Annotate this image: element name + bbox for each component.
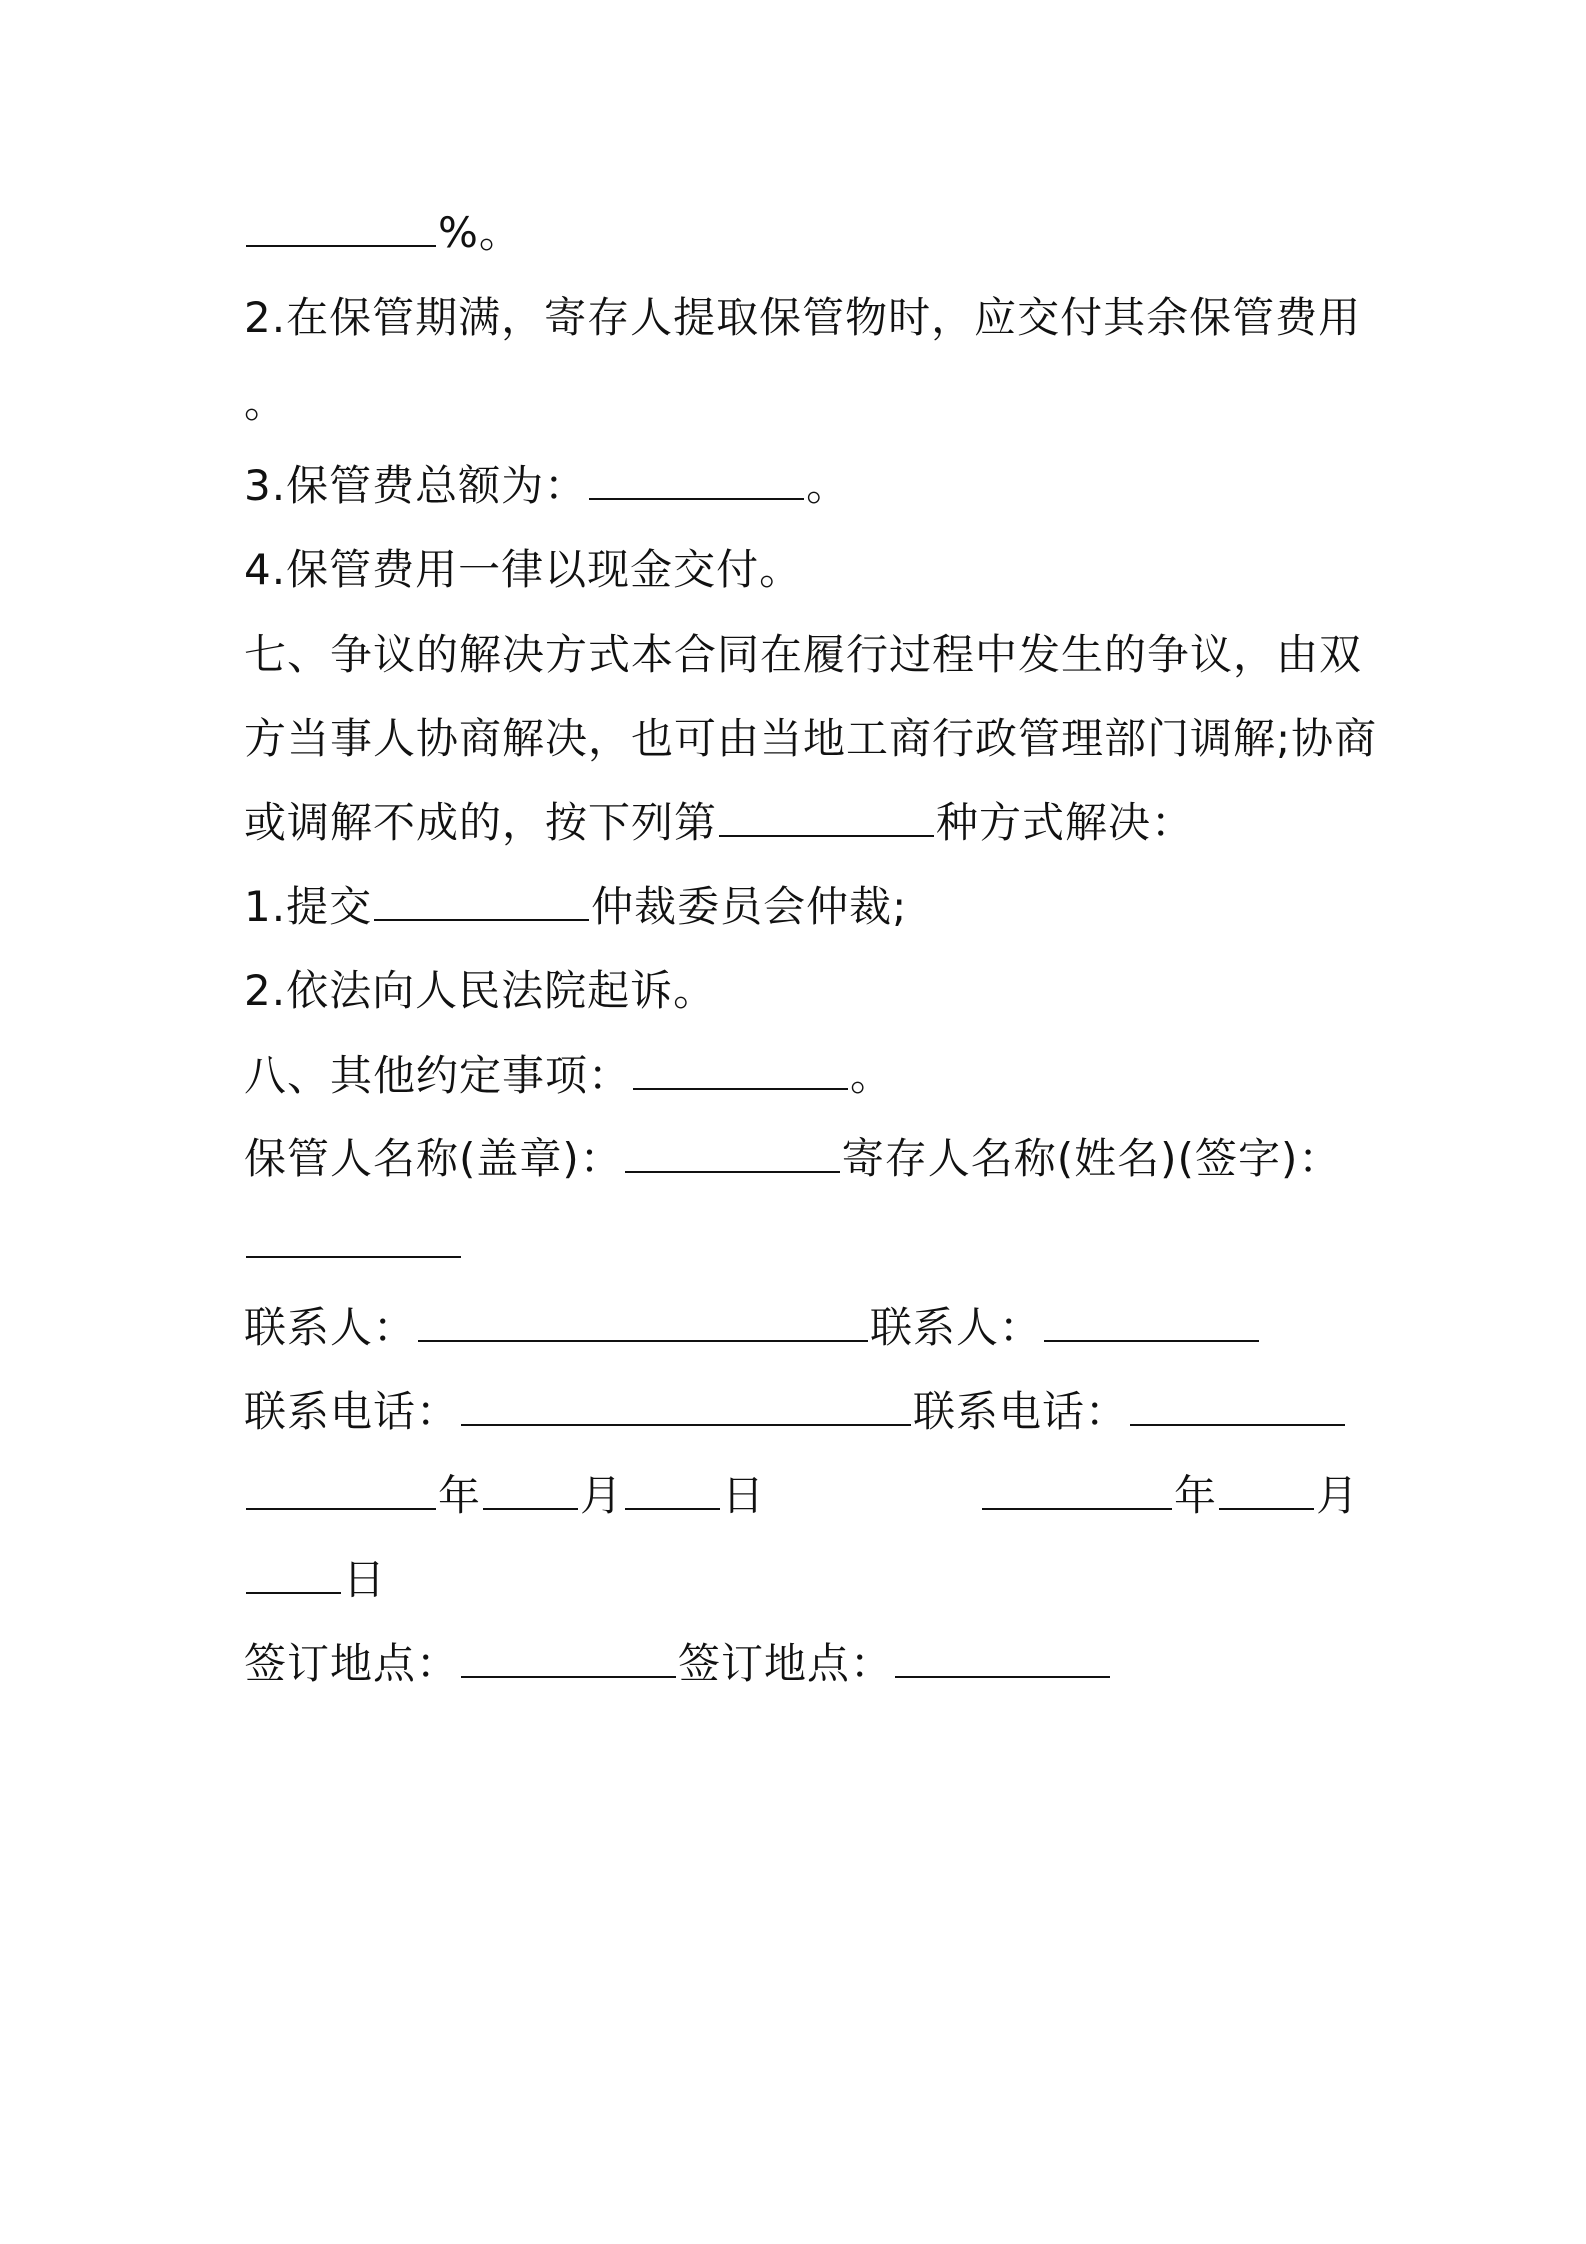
date-day-line <box>244 1552 386 1608</box>
clause-6-3 <box>244 458 849 514</box>
depositor-name-line <box>244 1216 463 1272</box>
clause-6-4: 4.保管费用一律以现金交付。 <box>244 545 803 594</box>
section-8-line <box>244 1048 893 1104</box>
signing-place-line <box>244 1636 1112 1692</box>
depositor-day-blank[interactable] <box>246 1552 341 1594</box>
section-7-heading: 七、争议的解决方式本合同在履行过程中发生的争议，由双 <box>244 630 1363 679</box>
clause-6-2: 2.在保管期满，寄存人提取保管物时，应交付其余保管费用 <box>244 293 1362 342</box>
custodian-day-label: 日 <box>722 1471 766 1520</box>
arbitration-line <box>244 879 907 935</box>
depositor-name-blank[interactable] <box>246 1216 461 1258</box>
contact-phone-line <box>244 1384 1347 1440</box>
arbitration-blank[interactable] <box>374 879 589 921</box>
other-terms-label: 八、其他约定事项： <box>244 1051 632 1100</box>
depositor-place-label: 签订地点： <box>678 1639 894 1688</box>
custodian-month-label: 月 <box>580 1471 624 1520</box>
depositor-place-blank[interactable] <box>895 1636 1110 1678</box>
percent-blank[interactable] <box>246 205 436 247</box>
clause-6-2-end: 。 <box>244 378 288 427</box>
depositor-name-label: 寄存人名称(姓名)(签字)： <box>841 1134 1342 1183</box>
section-7-body: 方当事人协商解决，也可由当地工商行政管理部门调解;协商 <box>244 714 1378 763</box>
depositor-month-blank[interactable] <box>1219 1468 1314 1510</box>
depositor-month-label: 月 <box>1316 1471 1360 1520</box>
contact-person-line <box>244 1300 1261 1356</box>
other-terms-suffix: 。 <box>850 1051 894 1100</box>
depositor-contact-blank[interactable] <box>1044 1300 1259 1342</box>
total-fee-suffix: 。 <box>806 461 850 510</box>
depositor-year-label: 年 <box>1174 1471 1218 1520</box>
custodian-phone-blank[interactable] <box>461 1384 911 1426</box>
custodian-day-blank[interactable] <box>625 1468 720 1510</box>
arbitration-suffix: 仲裁委员会仲裁; <box>591 882 908 931</box>
custodian-month-blank[interactable] <box>483 1468 578 1510</box>
depositor-phone-blank[interactable] <box>1130 1384 1345 1426</box>
custodian-contact-blank[interactable] <box>418 1300 868 1342</box>
custodian-phone-label: 联系电话： <box>244 1387 460 1436</box>
arbitration-label: 1.提交 <box>244 882 373 931</box>
depositor-phone-label: 联系电话： <box>913 1387 1129 1436</box>
percent-line <box>244 205 522 261</box>
lawsuit-line: 2.依法向人民法院起诉。 <box>244 966 717 1015</box>
party-names-line <box>244 1131 1341 1187</box>
total-fee-blank[interactable] <box>589 458 804 500</box>
percent-suffix: %。 <box>438 208 522 257</box>
custodian-contact-label: 联系人： <box>244 1303 417 1352</box>
total-fee-label: 3.保管费总额为： <box>244 461 588 510</box>
custodian-year-blank[interactable] <box>246 1468 436 1510</box>
choice-suffix: 种方式解决： <box>936 798 1195 847</box>
date-line <box>244 1468 1359 1524</box>
choice-label: 或调解不成的，按下列第 <box>244 798 718 847</box>
other-terms-blank[interactable] <box>633 1048 848 1090</box>
custodian-place-label: 签订地点： <box>244 1639 460 1688</box>
custodian-year-label: 年 <box>438 1471 482 1520</box>
choice-blank[interactable] <box>719 795 934 837</box>
custodian-name-label: 保管人名称(盖章)： <box>244 1134 623 1183</box>
depositor-day-label: 日 <box>343 1555 387 1604</box>
custodian-name-blank[interactable] <box>625 1131 840 1173</box>
custodian-place-blank[interactable] <box>461 1636 676 1678</box>
depositor-year-blank[interactable] <box>982 1468 1172 1510</box>
depositor-contact-label: 联系人： <box>870 1303 1043 1352</box>
section-7-choice <box>244 795 1194 851</box>
